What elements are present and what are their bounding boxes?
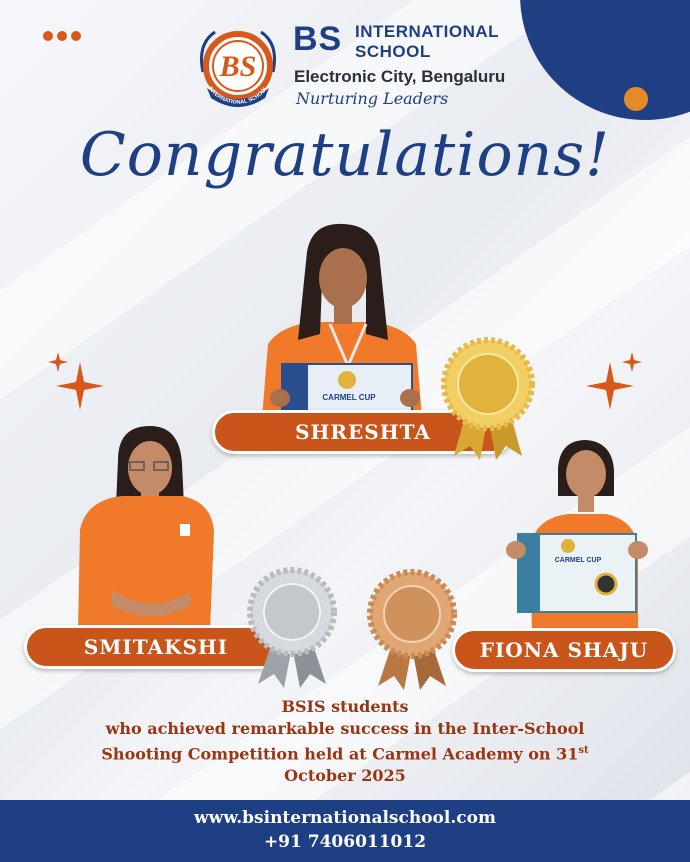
bronze-medal-icon [364, 568, 460, 692]
winner-name-smitakshi: SMITAKSHI [24, 625, 288, 669]
school-location: Electronic City, Bengaluru [294, 67, 506, 86]
achievement-description [60, 696, 630, 787]
footer-phone[interactable]: +91 7406011012 [263, 832, 427, 852]
description-line3-main: Shooting Competition held at Carmel Academy on 31 [101, 744, 579, 764]
description-line3 [60, 740, 630, 765]
footer [0, 800, 690, 862]
school-tagline: Nurturing Leaders [296, 89, 449, 108]
description-line2: who achieved remarkable success in the Inter-School [105, 719, 585, 738]
page-title: Congratulations! [79, 120, 611, 190]
logo-ring-text: INTERNATIONAL SCHOOL [206, 85, 270, 106]
winner-name-shreshta: SHRESHTA [212, 410, 514, 454]
student-photo-shreshta [262, 222, 422, 418]
sparkle-icon [42, 344, 112, 416]
student-photo-smitakshi [72, 420, 222, 630]
school-abbr: BS [293, 20, 343, 58]
certificate-title: CARMEL CUP [554, 557, 602, 564]
logo-initials: BS [219, 50, 257, 83]
orange-dot-decor [624, 87, 648, 111]
description-line3-sup: st [578, 745, 589, 756]
school-name-line2: SCHOOL [355, 42, 431, 61]
description-line1: BSIS students [281, 697, 409, 716]
description-line4: October 2025 [284, 766, 406, 786]
winner-name-fiona: FIONA SHAJU [452, 628, 676, 672]
sparkle-icon [580, 344, 650, 416]
school-name-line1: INTERNATIONAL [355, 22, 500, 41]
dots-decor [43, 31, 81, 41]
gold-medal-icon [440, 336, 536, 464]
school-name [355, 22, 499, 62]
silver-medal-icon [244, 566, 340, 690]
certificate-title: CARMEL CUP [322, 393, 376, 402]
footer-website[interactable]: www.bsinternationalschool.com [194, 808, 496, 828]
student-photo-fiona [502, 438, 654, 634]
school-logo [193, 24, 283, 114]
